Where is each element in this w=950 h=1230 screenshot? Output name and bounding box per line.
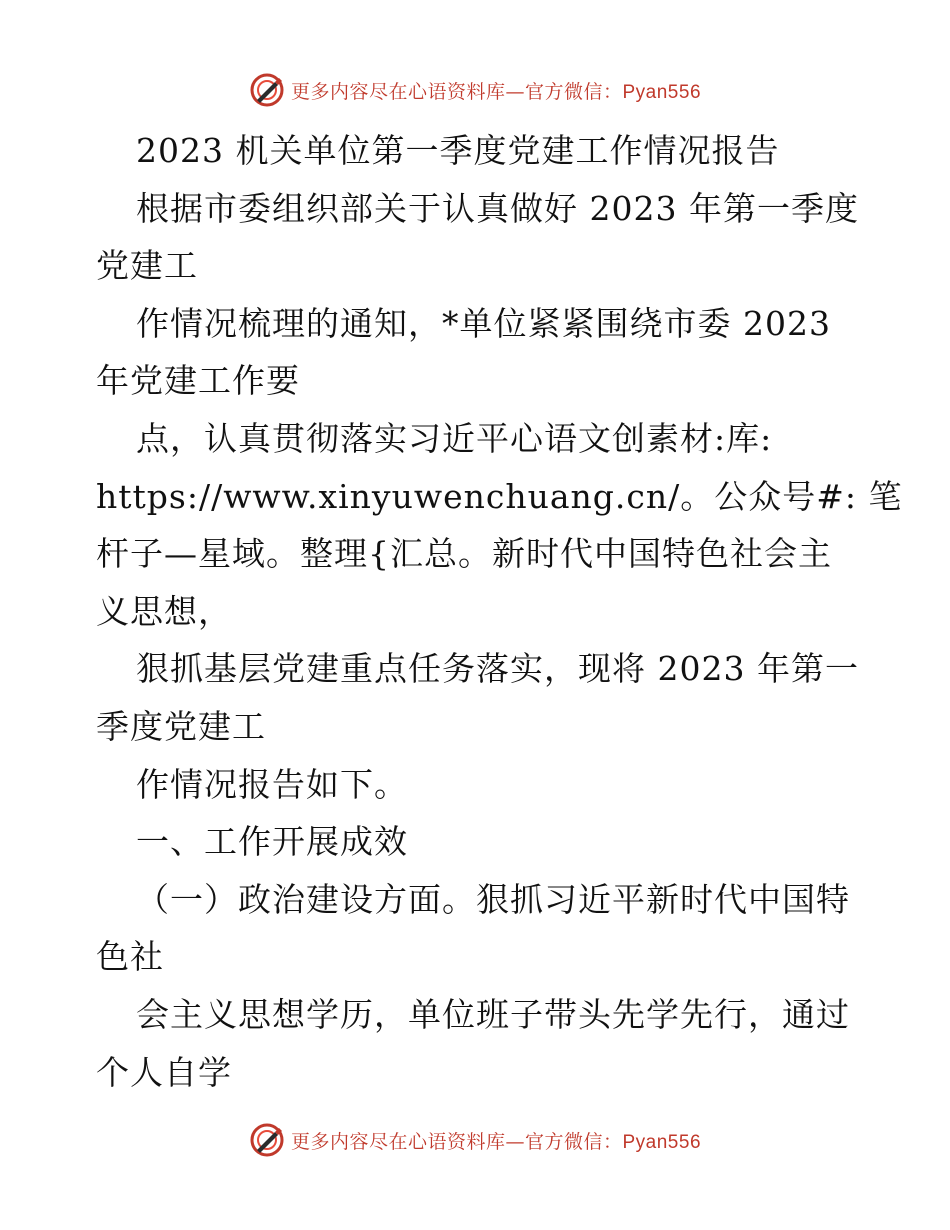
banner-account: Pyan556 <box>622 81 702 103</box>
subsection-heading: （一）政治建设方面。狠抓习近平新时代中国特 <box>136 879 850 919</box>
banner-text: 更多内容尽在心语资料库—官方微信：Pyan556 <box>290 80 702 103</box>
header-banner <box>0 68 950 112</box>
paragraph-line: 狠抓基层党建重点任务落实，现将 2023 年第一 <box>136 649 859 689</box>
document-title: 2023 机关单位第一季度党建工作情况报告 <box>136 131 780 170</box>
paragraph-line: 义思想， <box>96 591 232 631</box>
paragraph-line: 根据市委组织部关于认真做好 2023 年第一季度 <box>136 188 859 228</box>
paragraph-line: 年党建工作要 <box>96 361 300 401</box>
pen-logo-icon <box>249 72 285 108</box>
paragraph-line: 作情况梳理的通知，*单位紧紧围绕市委 2023 <box>136 303 831 343</box>
paragraph-line: 作情况报告如下。 <box>136 764 408 804</box>
pen-logo-icon <box>249 1122 285 1158</box>
paragraph-line: 点，认真贯彻落实习近平心语文创素材:库: <box>136 418 773 458</box>
paragraph-line: 季度党建工 <box>96 706 266 746</box>
paragraph-line: 会主义思想学历，单位班子带头先学先行，通过 <box>136 994 850 1034</box>
paragraph-line: 党建工 <box>96 246 198 286</box>
footer-banner <box>0 1118 950 1162</box>
paragraph-line: 色社 <box>96 937 164 977</box>
document-body <box>96 122 903 1101</box>
banner-text: 更多内容尽在心语资料库—官方微信：Pyan556 <box>290 1130 702 1153</box>
banner-account: Pyan556 <box>622 1131 702 1153</box>
paragraph-line: https://www.xinyuwenchuang.cn/。公众号#: 笔 <box>96 476 903 516</box>
section-heading: 一、工作开展成效 <box>136 822 408 862</box>
paragraph-line: 杆子—星域。整理{汇总。新时代中国特色社会主 <box>96 534 832 574</box>
paragraph-line: 个人自学 <box>96 1052 232 1092</box>
